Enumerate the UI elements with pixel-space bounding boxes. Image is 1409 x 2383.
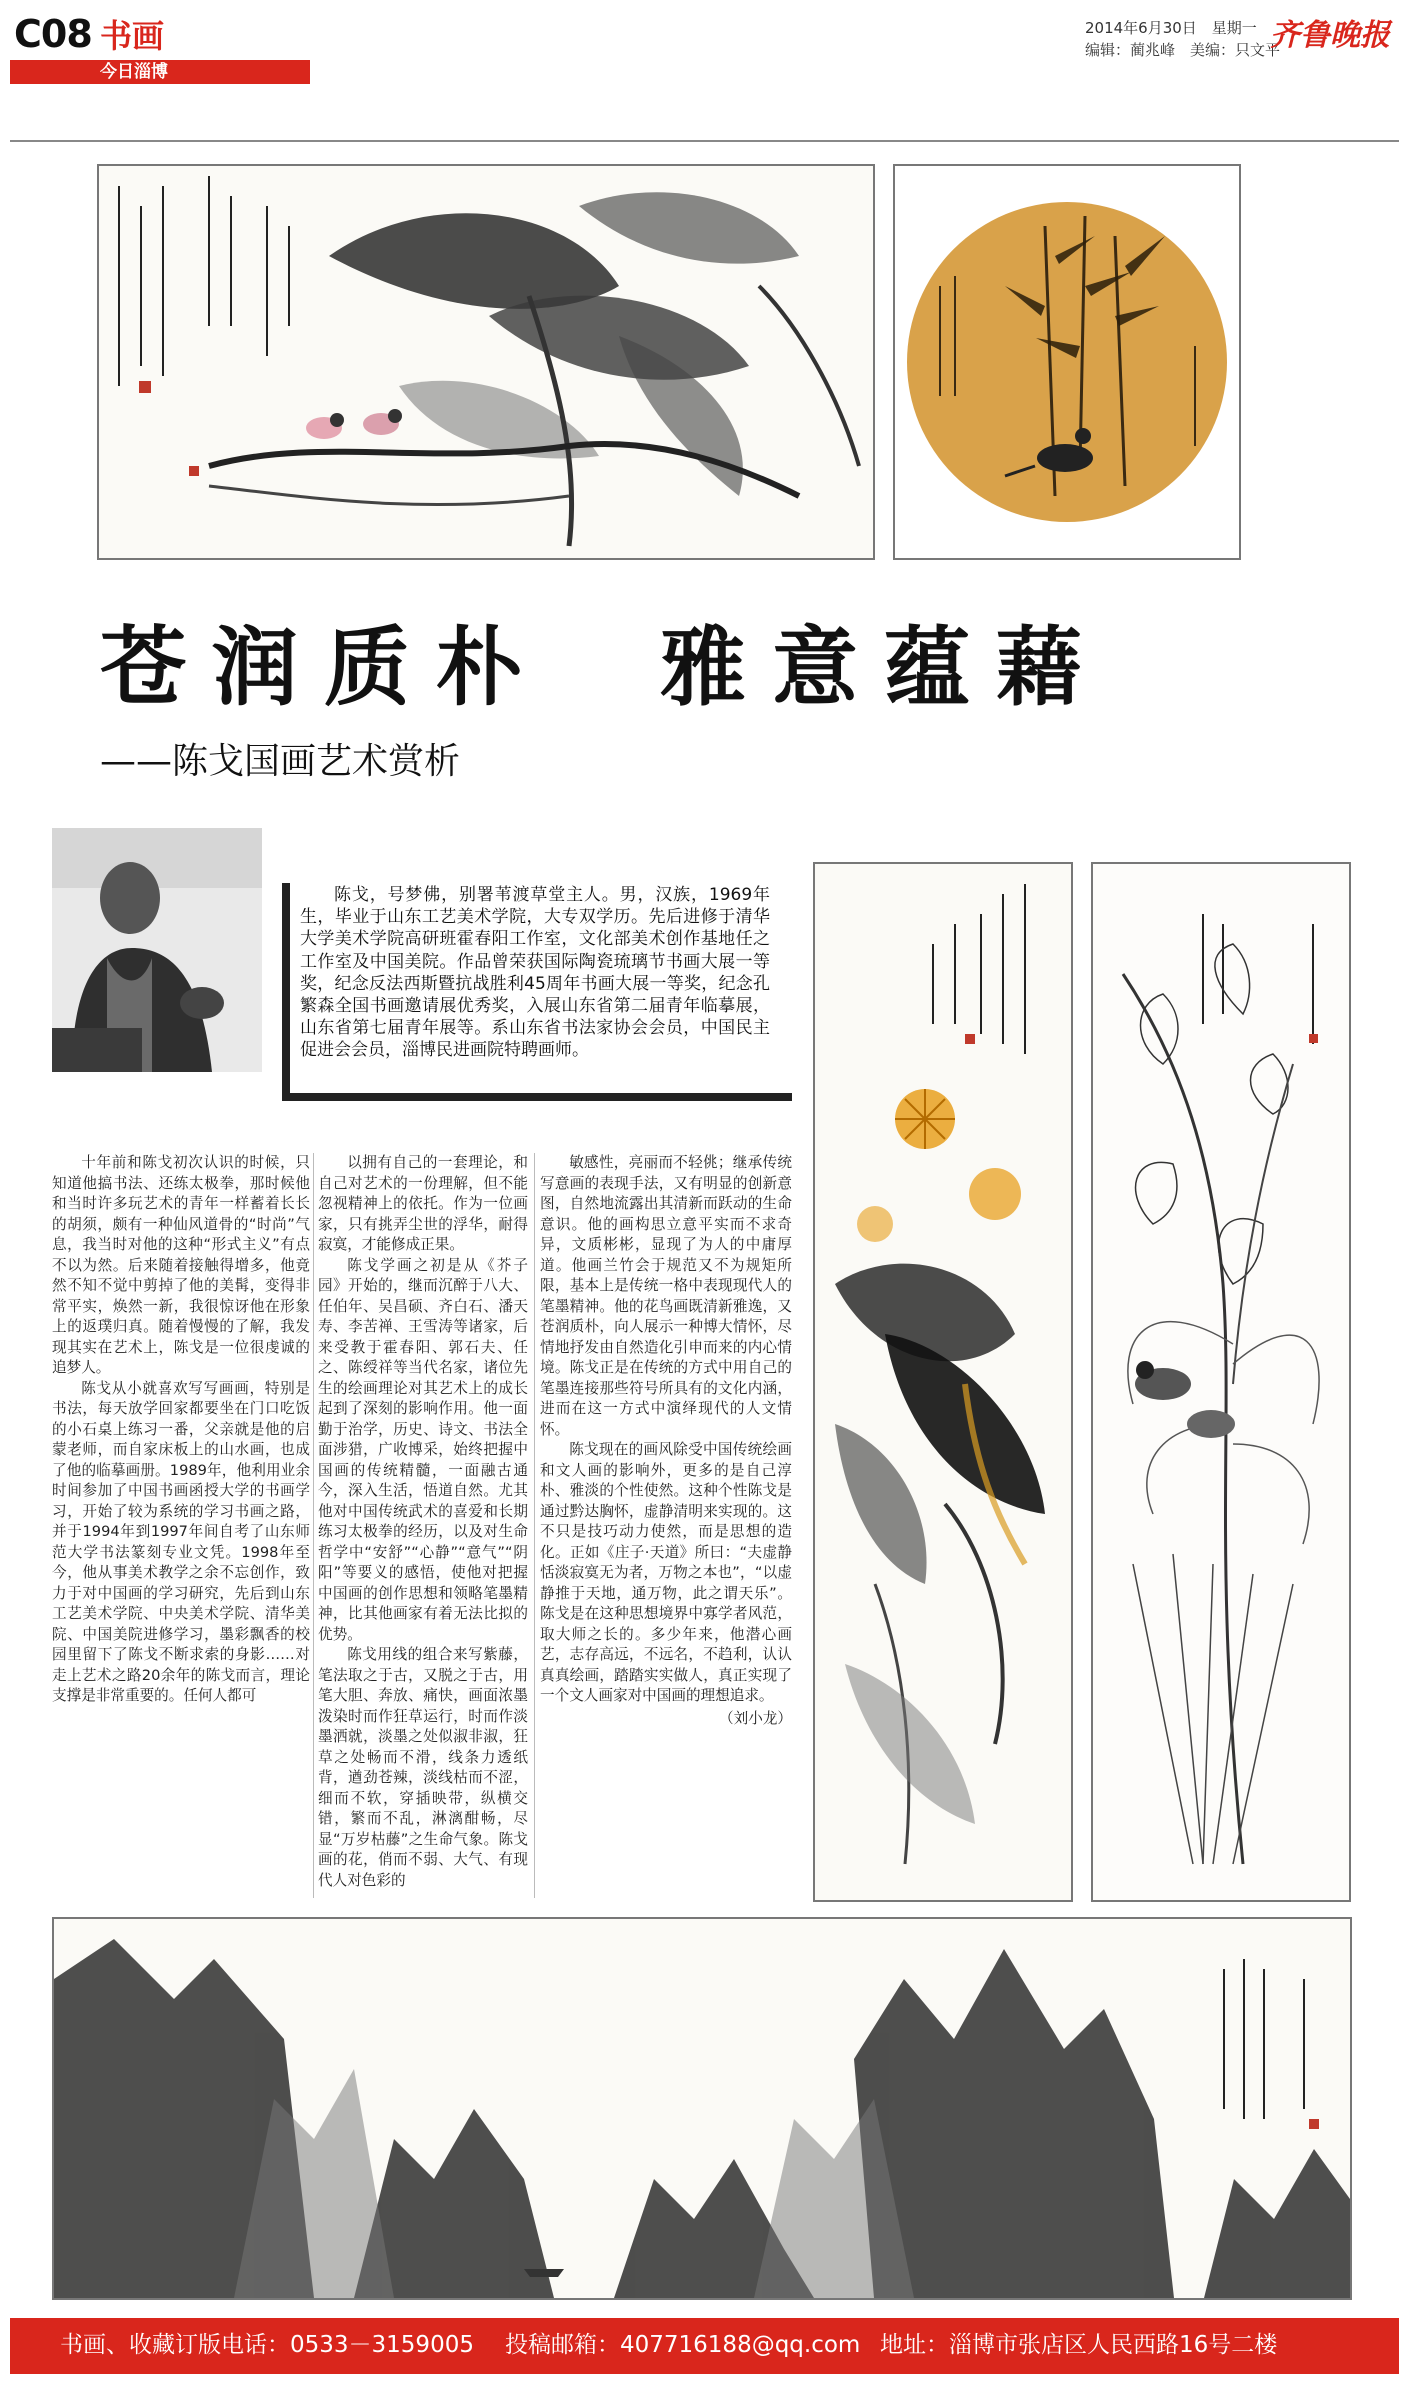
page-number: C08 xyxy=(14,12,92,56)
article-subtitle: ——陈戈国画艺术赏析 xyxy=(100,741,461,782)
section-subtitle: 今日淄博 xyxy=(100,62,168,82)
footer-email[interactable]: 投稿邮箱：407716188@qq.com xyxy=(505,2332,861,2358)
footer-address: 地址：淄博市张店区人民西路16号二楼 xyxy=(880,2332,1278,2358)
paragraph: 敏感性，亮丽而不轻佻；继承传统写意画的表现手法，又有明显的创新意图，自然地流露出其清新而跃动的生命意识。他的画构思立意平实而不求奇异，文质彬彬，显现了为人的中庸厚道。他画兰竹会于规范又不为规矩所限，基本上是传统一格中表现现代人的笔墨精神。他的花鸟画既清新雅逸，又苍润质朴，向人展示一种博大情怀，尽情地抒发由自然造化引申而来的内心情境。陈戈正是在传统的方式中用自己的笔墨连接那些符号所具有的文化内涵，进而在这一方式中演绎现代的人文情怀。 xyxy=(540,1154,792,1438)
article-column-3 xyxy=(540,1153,792,1729)
newspaper-logo: 齐鲁晚报 xyxy=(1270,18,1390,53)
paragraph: 陈戈从小就喜欢写写画画，特别是书法，每天放学回家都要坐在门口吃饭的小石桌上练习一番，父亲就是他的启蒙老师，而自家床板上的山水画，也成了他的临摹画册。1989年，他利用业余时间参加了中国书画函授大学的书画学习，开始了较为系统的学习书画之路，并于1994年到1997年间自考了山东师范大学书法篆刻专业文凭。1998年至今，他从事美术教学之余不忘创作，致力于对中国画的学习研究，先后到山东工艺美术学院、中央美术学院、清华美院、中国美院进修学习，墨彩飘香的校园里留下了陈戈不断求索的身影……对走上艺术之路20余年的陈戈而言，理论支撑是非常重要的。任何人都可 xyxy=(52,1379,310,1704)
painting-birds-leaves xyxy=(97,164,875,560)
artist-portrait xyxy=(52,828,262,1072)
editor-credits: 编辑：蔺兆峰 美编：只文平 xyxy=(1085,41,1281,59)
artist-bio: 陈戈，号梦佛，别署苇渡草堂主人。男，汉族，1969年生，毕业于山东工艺美术学院，大专双学历。先后进修于清华大学美术学院高研班霍春阳工作室，文化部美术创作基地任之工作室及中国美院。作品曾荣获国际陶瓷琉璃节书画大展一等奖，纪念反法西斯暨抗战胜利45周年书画大展一等奖，纪念孔繁森全国书画邀请展优秀奖，入展山东省第二届青年临摹展，山东省第七届青年展等。系山东省书法家协会会员，中国民主促进会会员，淄博民进画院特聘画师。 xyxy=(300,885,770,1061)
painting-landscape xyxy=(52,1917,1352,2300)
column-divider xyxy=(534,1153,535,1898)
footer-phone: 书画、收藏订版电话：0533－3159005 xyxy=(60,2332,474,2358)
issue-date: 2014年6月30日 星期一 xyxy=(1085,19,1257,37)
painting-magnolia-bird xyxy=(1091,862,1351,1902)
paragraph: 陈戈学画之初是从《芥子园》开始的，继而沉醉于八大、任伯年、吴昌硕、齐白石、潘天寿、李苦禅、王雪涛等诸家，后来受教于霍春阳、郭石夫、任之、陈绶祥等当代名家，诸位先生的绘画理论对其艺术上的成长起到了深刻的影响作用。他一面勤于治学，历史、诗文、书法全面涉猎，广收博采，始终把握中国画的传统精髓，一面融古通今，深入生活，悟道自然。尤其他对中国传统武术的喜爱和长期练习太极拳的经历，以及对生命哲学中“安舒”“心静”“意气”“阴阳”等要义的感悟，使他对把握中国画的创作思想和领略笔墨精神，比其他画家有着无法比拟的优势。 xyxy=(318,1256,528,1643)
painting-chrysanthemum xyxy=(813,862,1073,1902)
article-author: （刘小龙） xyxy=(719,1709,792,1727)
paragraph: 陈戈用线的组合来写紫藤，笔法取之于古，又脱之于古，用笔大胆、奔放、痛快，画面浓墨泼染时而作狂草运行，时而作淡墨洒就，淡墨之处似淑非淑，狂草之处畅而不滑，线条力透纸背，遒劲苍辣，淡线枯而不涩，细而不软，穿插映带，纵横交错，繁而不乱，淋漓酣畅，尽显“万岁枯藤”之生命气象。陈戈画的花，俏而不弱、大气、有现代人对色彩的 xyxy=(318,1646,528,1889)
article-column-1 xyxy=(52,1153,310,1707)
header-divider xyxy=(10,140,1399,142)
article-title: 苍润质朴 雅意蕴藉 xyxy=(100,617,1108,718)
section-title: 书画 xyxy=(100,17,165,55)
paragraph: 十年前和陈戈初次认识的时候，只知道他搞书法、还练太极拳，那时候他和当时许多玩艺术的青年一样蓄着长长的胡须，颇有一种仙风道骨的“时尚”气息，我当时对他的这种“形式主义”有点不以为然。后来随着接触得增多，他竟然不知不觉中剪掉了他的美髯，变得非常平实，焕然一新，我很惊讶他在形象上的返璞归真。随着慢慢的了解，我发现其实在艺术上，陈戈是一位很虔诚的追梦人。 xyxy=(52,1154,310,1376)
painting-bamboo-fan xyxy=(893,164,1241,560)
column-divider xyxy=(313,1153,314,1898)
article-column-2 xyxy=(318,1153,528,1891)
paragraph: 以拥有自己的一套理论，和自己对艺术的一份理解，但不能忽视精神上的依托。作为一位画家，只有挑弄尘世的浮华，耐得寂寞，才能修成正果。 xyxy=(318,1154,528,1253)
paragraph: 陈戈现在的画风除受中国传统绘画和文人画的影响外，更多的是自己淳朴、雅淡的个性使然。这种个性陈戈是通过黔达胸怀，虚静清明来实现的。这不只是技巧动力使然，而是思想的造化。正如《庄子·天道》所曰：“夫虚静恬淡寂寞无为者，万物之本也”，“以虚静推于天地，通万物，此之谓天乐”。陈戈是在这种思想境界中寡学者风范，取大师之长的。多少年来，他潜心画艺，志存高远，不远名，不趋利，认认真真绘画，踏踏实实做人，真正实现了一个文人画家对中国画的理想追求。 xyxy=(540,1441,792,1704)
